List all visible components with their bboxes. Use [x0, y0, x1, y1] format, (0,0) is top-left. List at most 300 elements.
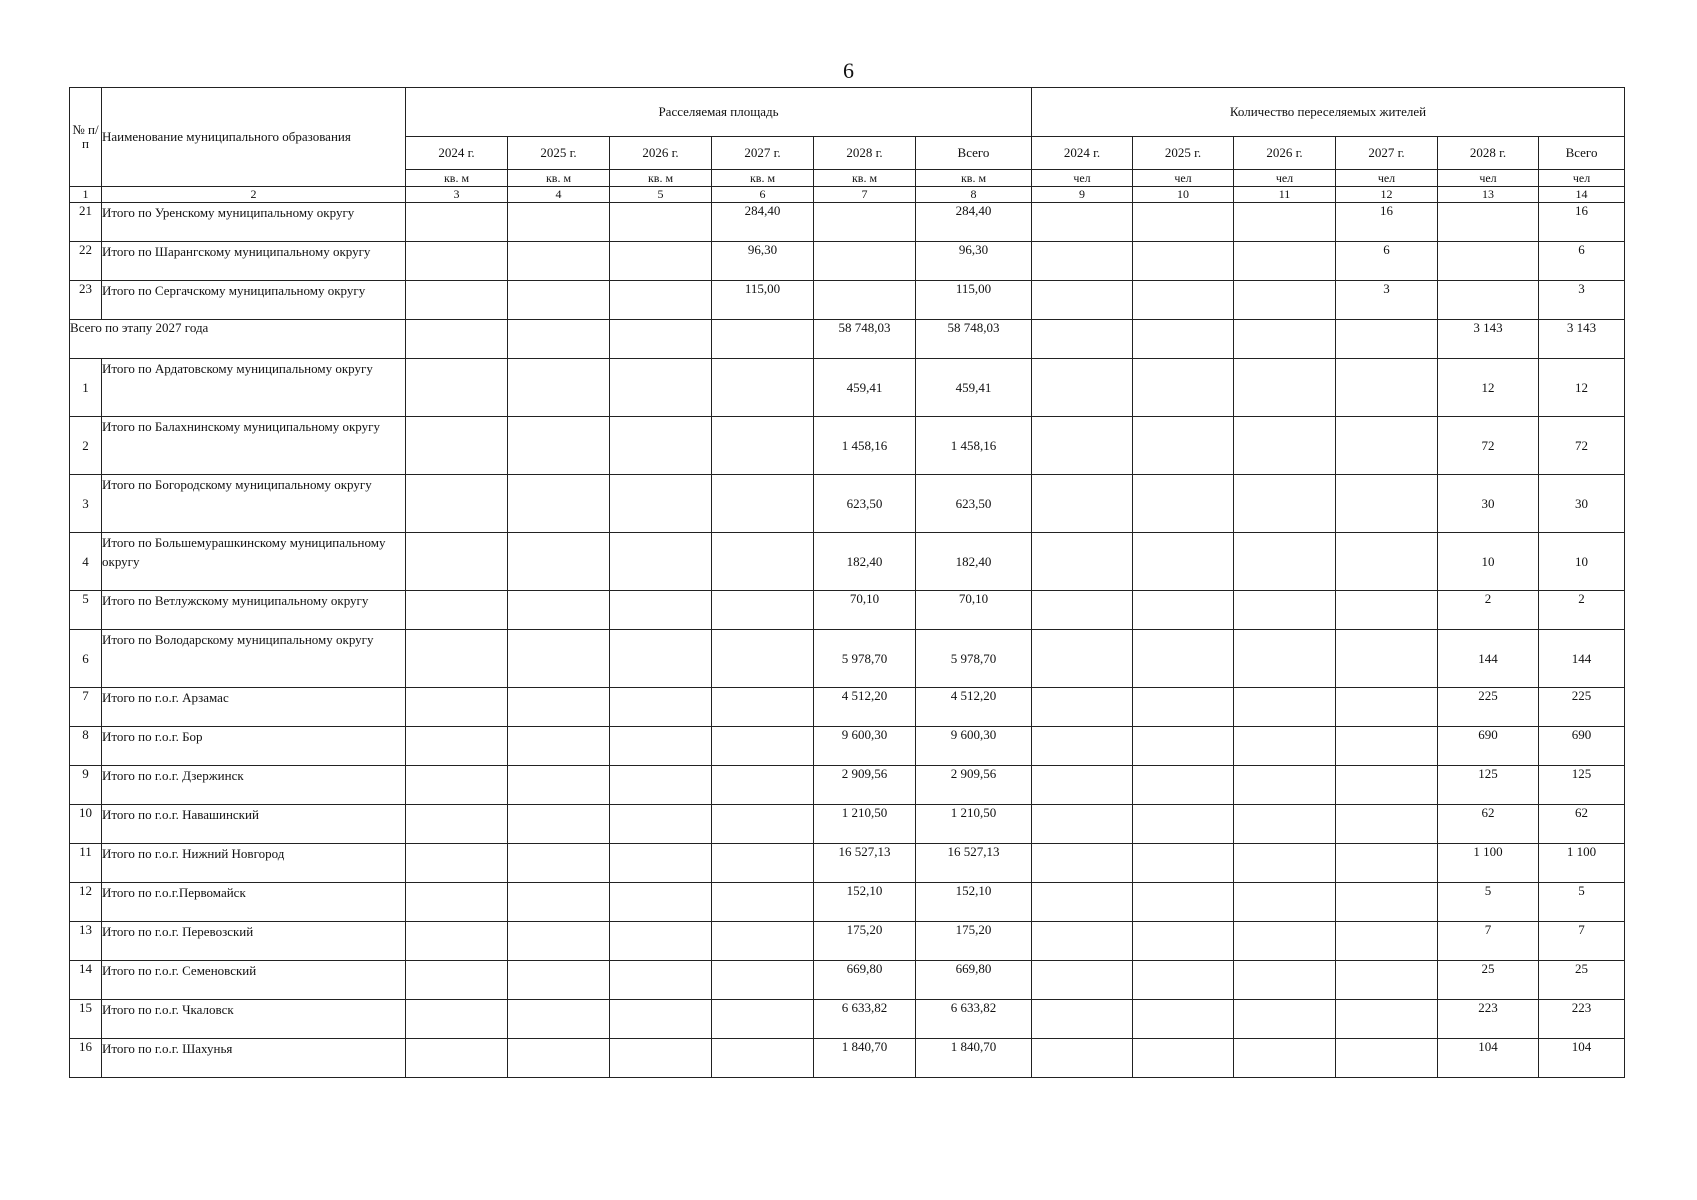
- column-number: 5: [610, 187, 712, 203]
- row-value: [610, 630, 712, 688]
- row-value: 6: [1336, 242, 1438, 281]
- row-value: 30: [1438, 475, 1539, 533]
- row-value: [1336, 591, 1438, 630]
- row-value: [1336, 805, 1438, 844]
- row-value: [406, 805, 508, 844]
- row-value: [406, 417, 508, 475]
- row-value: 669,80: [814, 961, 916, 1000]
- row-value: [508, 242, 610, 281]
- row-value: [1336, 359, 1438, 417]
- row-name: Итого по г.о.г. Перевозский: [102, 922, 406, 961]
- row-value: [1336, 1000, 1438, 1039]
- row-value: [1336, 883, 1438, 922]
- header-unit: кв. м: [814, 170, 916, 187]
- row-value: [1234, 766, 1336, 805]
- row-value: 9 600,30: [916, 727, 1032, 766]
- row-value: 5 978,70: [814, 630, 916, 688]
- page-number: 6: [843, 58, 854, 83]
- row-value: [508, 281, 610, 320]
- table-row: [70, 475, 1625, 533]
- row-value: [610, 320, 712, 359]
- row-value: 70,10: [814, 591, 916, 630]
- row-value: 12: [1438, 359, 1539, 417]
- row-number: 21: [70, 203, 102, 242]
- row-value: [1438, 281, 1539, 320]
- row-value: 6 633,82: [814, 1000, 916, 1039]
- row-value: [610, 1039, 712, 1078]
- row-value: 4 512,20: [814, 688, 916, 727]
- row-value: [1336, 766, 1438, 805]
- row-value: [712, 630, 814, 688]
- row-value: [406, 475, 508, 533]
- row-number: 6: [70, 630, 102, 688]
- row-value: [406, 727, 508, 766]
- row-number: 4: [70, 533, 102, 591]
- row-value: [406, 688, 508, 727]
- row-value: 9 600,30: [814, 727, 916, 766]
- column-number: 8: [916, 187, 1032, 203]
- row-value: 1 100: [1438, 844, 1539, 883]
- row-value: [814, 281, 916, 320]
- row-value: [610, 591, 712, 630]
- row-value: 62: [1438, 805, 1539, 844]
- row-value: 459,41: [814, 359, 916, 417]
- column-number: 7: [814, 187, 916, 203]
- row-value: 3: [1539, 281, 1625, 320]
- row-value: [406, 242, 508, 281]
- row-value: [712, 727, 814, 766]
- row-value: 125: [1438, 766, 1539, 805]
- row-value: [1234, 417, 1336, 475]
- row-value: [712, 320, 814, 359]
- row-name: Итого по Большемурашкинскому муниципальному округу: [102, 533, 406, 591]
- header-year: 2027 г.: [1336, 137, 1438, 170]
- row-number: 14: [70, 961, 102, 1000]
- column-number: 10: [1133, 187, 1234, 203]
- column-number: 13: [1438, 187, 1539, 203]
- row-value: [712, 417, 814, 475]
- row-value: 25: [1539, 961, 1625, 1000]
- row-name: Итого по Балахнинскому муниципальному округу: [102, 417, 406, 475]
- header-unit: чел: [1438, 170, 1539, 187]
- row-number: 8: [70, 727, 102, 766]
- column-number: 3: [406, 187, 508, 203]
- row-value: [1234, 727, 1336, 766]
- row-value: [508, 1000, 610, 1039]
- row-value: [1234, 281, 1336, 320]
- row-number: 22: [70, 242, 102, 281]
- row-value: 125: [1539, 766, 1625, 805]
- row-value: 182,40: [916, 533, 1032, 591]
- row-value: [712, 533, 814, 591]
- row-value: [712, 1000, 814, 1039]
- header-unit: чел: [1032, 170, 1133, 187]
- row-value: 284,40: [916, 203, 1032, 242]
- row-value: [406, 961, 508, 1000]
- row-value: 2 909,56: [916, 766, 1032, 805]
- row-value: [508, 1039, 610, 1078]
- row-value: 16 527,13: [916, 844, 1032, 883]
- row-value: [508, 591, 610, 630]
- row-value: [712, 883, 814, 922]
- row-value: [610, 805, 712, 844]
- row-value: [1336, 630, 1438, 688]
- row-number: 1: [70, 359, 102, 417]
- row-value: [1234, 320, 1336, 359]
- row-value: 7: [1539, 922, 1625, 961]
- row-value: [1133, 242, 1234, 281]
- row-value: 6: [1539, 242, 1625, 281]
- row-value: [1032, 1039, 1133, 1078]
- table-row: [70, 203, 1625, 242]
- row-number: 12: [70, 883, 102, 922]
- header-num: № п/п: [70, 88, 102, 187]
- row-value: [610, 766, 712, 805]
- row-value: [1133, 1039, 1234, 1078]
- row-value: [508, 844, 610, 883]
- row-number: 23: [70, 281, 102, 320]
- header-unit: чел: [1133, 170, 1234, 187]
- row-value: [712, 766, 814, 805]
- table-row: [70, 727, 1625, 766]
- header-year: 2028 г.: [1438, 137, 1539, 170]
- row-value: [1133, 203, 1234, 242]
- row-value: [1032, 1000, 1133, 1039]
- row-value: [1133, 844, 1234, 883]
- row-value: [508, 320, 610, 359]
- row-value: [610, 359, 712, 417]
- row-value: 72: [1539, 417, 1625, 475]
- row-value: [1234, 961, 1336, 1000]
- row-value: 16: [1539, 203, 1625, 242]
- row-name: Итого по Сергачскому муниципальному округу: [102, 281, 406, 320]
- row-value: [1336, 961, 1438, 1000]
- row-value: [712, 688, 814, 727]
- row-value: [1032, 766, 1133, 805]
- row-value: [1133, 475, 1234, 533]
- row-value: 152,10: [814, 883, 916, 922]
- row-value: [406, 591, 508, 630]
- header-unit: чел: [1234, 170, 1336, 187]
- row-value: 30: [1539, 475, 1625, 533]
- header-name: Наименование муниципального образования: [102, 88, 406, 187]
- total-row: [70, 320, 1625, 359]
- row-value: 4 512,20: [916, 688, 1032, 727]
- row-number: 15: [70, 1000, 102, 1039]
- row-value: 1 100: [1539, 844, 1625, 883]
- row-value: 58 748,03: [814, 320, 916, 359]
- row-value: [610, 727, 712, 766]
- row-value: [1032, 727, 1133, 766]
- row-value: 225: [1539, 688, 1625, 727]
- row-value: 1 458,16: [916, 417, 1032, 475]
- row-value: [610, 281, 712, 320]
- row-name: Итого по г.о.г. Шахунья: [102, 1039, 406, 1078]
- column-number: 12: [1336, 187, 1438, 203]
- row-value: [406, 1039, 508, 1078]
- row-value: 5: [1438, 883, 1539, 922]
- row-value: [508, 922, 610, 961]
- row-value: 175,20: [916, 922, 1032, 961]
- row-value: [406, 1000, 508, 1039]
- row-value: [712, 475, 814, 533]
- row-name: Итого по г.о.г.Первомайск: [102, 883, 406, 922]
- header-group-people: Количество переселяемых жителей: [1032, 88, 1625, 137]
- row-name: Итого по Ветлужскому муниципальному округу: [102, 591, 406, 630]
- row-value: 104: [1438, 1039, 1539, 1078]
- row-name: Итого по Володарскому муниципальному округу: [102, 630, 406, 688]
- header-year: 2024 г.: [1032, 137, 1133, 170]
- row-value: [1133, 281, 1234, 320]
- table-row: [70, 591, 1625, 630]
- row-number: 13: [70, 922, 102, 961]
- row-value: 115,00: [916, 281, 1032, 320]
- row-value: [1438, 242, 1539, 281]
- row-value: 1 840,70: [814, 1039, 916, 1078]
- row-value: [1336, 1039, 1438, 1078]
- header-year: Всего: [916, 137, 1032, 170]
- row-name: Итого по г.о.г. Нижний Новгород: [102, 844, 406, 883]
- row-value: [1133, 359, 1234, 417]
- column-number: 4: [508, 187, 610, 203]
- row-value: [1133, 591, 1234, 630]
- row-name: Итого по Уренскому муниципальному округу: [102, 203, 406, 242]
- table-row: [70, 1039, 1625, 1078]
- row-value: [712, 844, 814, 883]
- table-row: [70, 961, 1625, 1000]
- row-value: 1 458,16: [814, 417, 916, 475]
- row-number: 11: [70, 844, 102, 883]
- row-value: [406, 883, 508, 922]
- row-value: [406, 922, 508, 961]
- table-header: [70, 88, 1625, 203]
- row-value: [1032, 630, 1133, 688]
- row-value: 16: [1336, 203, 1438, 242]
- row-value: [1234, 533, 1336, 591]
- row-value: [610, 533, 712, 591]
- table-row: [70, 1000, 1625, 1039]
- header-unit: кв. м: [610, 170, 712, 187]
- table-row: [70, 242, 1625, 281]
- row-value: [1336, 727, 1438, 766]
- row-value: [406, 281, 508, 320]
- header-year: 2025 г.: [508, 137, 610, 170]
- row-value: [1133, 630, 1234, 688]
- row-value: [1234, 1000, 1336, 1039]
- row-value: 96,30: [916, 242, 1032, 281]
- row-value: 1 210,50: [814, 805, 916, 844]
- row-value: [1336, 688, 1438, 727]
- row-value: [1032, 805, 1133, 844]
- row-value: [610, 1000, 712, 1039]
- header-year: 2024 г.: [406, 137, 508, 170]
- row-value: [712, 591, 814, 630]
- table-row: [70, 281, 1625, 320]
- row-value: [508, 630, 610, 688]
- row-value: [1234, 359, 1336, 417]
- row-value: 690: [1438, 727, 1539, 766]
- row-value: [508, 417, 610, 475]
- row-value: [1234, 242, 1336, 281]
- row-name: Итого по г.о.г. Семеновский: [102, 961, 406, 1000]
- row-value: 284,40: [712, 203, 814, 242]
- row-value: [610, 922, 712, 961]
- column-number: 11: [1234, 187, 1336, 203]
- header-unit: кв. м: [406, 170, 508, 187]
- header-year: 2025 г.: [1133, 137, 1234, 170]
- table-row: [70, 688, 1625, 727]
- row-value: [1032, 417, 1133, 475]
- row-value: 144: [1539, 630, 1625, 688]
- header-unit: кв. м: [712, 170, 814, 187]
- row-value: 623,50: [814, 475, 916, 533]
- resettlement-table: [69, 87, 1625, 1078]
- row-value: [1032, 242, 1133, 281]
- row-value: [1032, 688, 1133, 727]
- row-value: [406, 359, 508, 417]
- row-value: [1032, 883, 1133, 922]
- row-value: 623,50: [916, 475, 1032, 533]
- row-value: [1032, 281, 1133, 320]
- row-value: 225: [1438, 688, 1539, 727]
- row-number: 9: [70, 766, 102, 805]
- row-value: 3 143: [1438, 320, 1539, 359]
- row-value: [1032, 320, 1133, 359]
- row-value: 2: [1438, 591, 1539, 630]
- row-value: [1032, 475, 1133, 533]
- header-unit: кв. м: [916, 170, 1032, 187]
- row-value: [1234, 922, 1336, 961]
- row-value: 459,41: [916, 359, 1032, 417]
- row-value: [1032, 844, 1133, 883]
- row-value: 62: [1539, 805, 1625, 844]
- row-value: [1234, 883, 1336, 922]
- row-value: [610, 844, 712, 883]
- row-name: Итого по г.о.г. Арзамас: [102, 688, 406, 727]
- row-value: [1133, 883, 1234, 922]
- row-number: 2: [70, 417, 102, 475]
- row-name: Итого по г.о.г. Навашинский: [102, 805, 406, 844]
- row-value: [1133, 961, 1234, 1000]
- row-value: [610, 961, 712, 1000]
- row-value: [1133, 1000, 1234, 1039]
- table-row: [70, 805, 1625, 844]
- header-unit: чел: [1336, 170, 1438, 187]
- table-row: [70, 922, 1625, 961]
- row-number: 5: [70, 591, 102, 630]
- row-value: [712, 359, 814, 417]
- row-number: 16: [70, 1039, 102, 1078]
- row-value: 1 210,50: [916, 805, 1032, 844]
- row-value: [610, 883, 712, 922]
- row-value: [1234, 688, 1336, 727]
- header-year: 2027 г.: [712, 137, 814, 170]
- row-value: [508, 359, 610, 417]
- row-value: [1032, 961, 1133, 1000]
- row-value: [1336, 844, 1438, 883]
- column-number: 14: [1539, 187, 1625, 203]
- row-value: [406, 533, 508, 591]
- row-value: [1133, 688, 1234, 727]
- row-value: [610, 417, 712, 475]
- row-value: 1 840,70: [916, 1039, 1032, 1078]
- row-value: [1032, 922, 1133, 961]
- row-total-label: Всего по этапу 2027 года: [70, 320, 406, 359]
- header-group-area: Расселяемая площадь: [406, 88, 1032, 137]
- row-name: Итого по Шарангскому муниципальному округу: [102, 242, 406, 281]
- row-value: [1336, 475, 1438, 533]
- header-year: 2028 г.: [814, 137, 916, 170]
- column-number: 1: [70, 187, 102, 203]
- row-value: 2 909,56: [814, 766, 916, 805]
- row-value: [508, 766, 610, 805]
- column-number: 2: [102, 187, 406, 203]
- row-value: [1133, 805, 1234, 844]
- row-value: [712, 805, 814, 844]
- row-value: [712, 961, 814, 1000]
- row-value: [814, 242, 916, 281]
- row-value: 72: [1438, 417, 1539, 475]
- table-row: [70, 766, 1625, 805]
- row-value: 16 527,13: [814, 844, 916, 883]
- header-unit: чел: [1539, 170, 1625, 187]
- row-value: [508, 475, 610, 533]
- row-value: [1234, 1039, 1336, 1078]
- row-value: 5: [1539, 883, 1625, 922]
- header-year: 2026 г.: [1234, 137, 1336, 170]
- row-value: [1032, 359, 1133, 417]
- row-value: [508, 203, 610, 242]
- row-value: [1336, 417, 1438, 475]
- row-value: [508, 688, 610, 727]
- row-value: 690: [1539, 727, 1625, 766]
- row-value: 12: [1539, 359, 1625, 417]
- row-value: [1032, 533, 1133, 591]
- row-value: [406, 844, 508, 883]
- table-row: [70, 359, 1625, 417]
- row-value: 223: [1438, 1000, 1539, 1039]
- table-row: [70, 630, 1625, 688]
- row-value: [1234, 805, 1336, 844]
- table-body: [70, 203, 1625, 1078]
- row-value: [406, 203, 508, 242]
- row-value: 3 143: [1539, 320, 1625, 359]
- row-value: [508, 533, 610, 591]
- row-value: [406, 630, 508, 688]
- row-value: [1133, 417, 1234, 475]
- row-value: [1032, 591, 1133, 630]
- row-value: [1336, 533, 1438, 591]
- row-name: Итого по г.о.г. Бор: [102, 727, 406, 766]
- row-value: [1234, 591, 1336, 630]
- row-value: 3: [1336, 281, 1438, 320]
- row-value: 669,80: [916, 961, 1032, 1000]
- row-value: 104: [1539, 1039, 1625, 1078]
- row-name: Итого по г.о.г. Чкаловск: [102, 1000, 406, 1039]
- row-value: 70,10: [916, 591, 1032, 630]
- row-value: 115,00: [712, 281, 814, 320]
- row-value: 144: [1438, 630, 1539, 688]
- header-unit: кв. м: [508, 170, 610, 187]
- row-value: [1234, 475, 1336, 533]
- row-value: [814, 203, 916, 242]
- row-value: [1336, 922, 1438, 961]
- row-value: [1133, 320, 1234, 359]
- row-value: 223: [1539, 1000, 1625, 1039]
- row-value: [1336, 320, 1438, 359]
- header-year: 2026 г.: [610, 137, 712, 170]
- row-value: 5 978,70: [916, 630, 1032, 688]
